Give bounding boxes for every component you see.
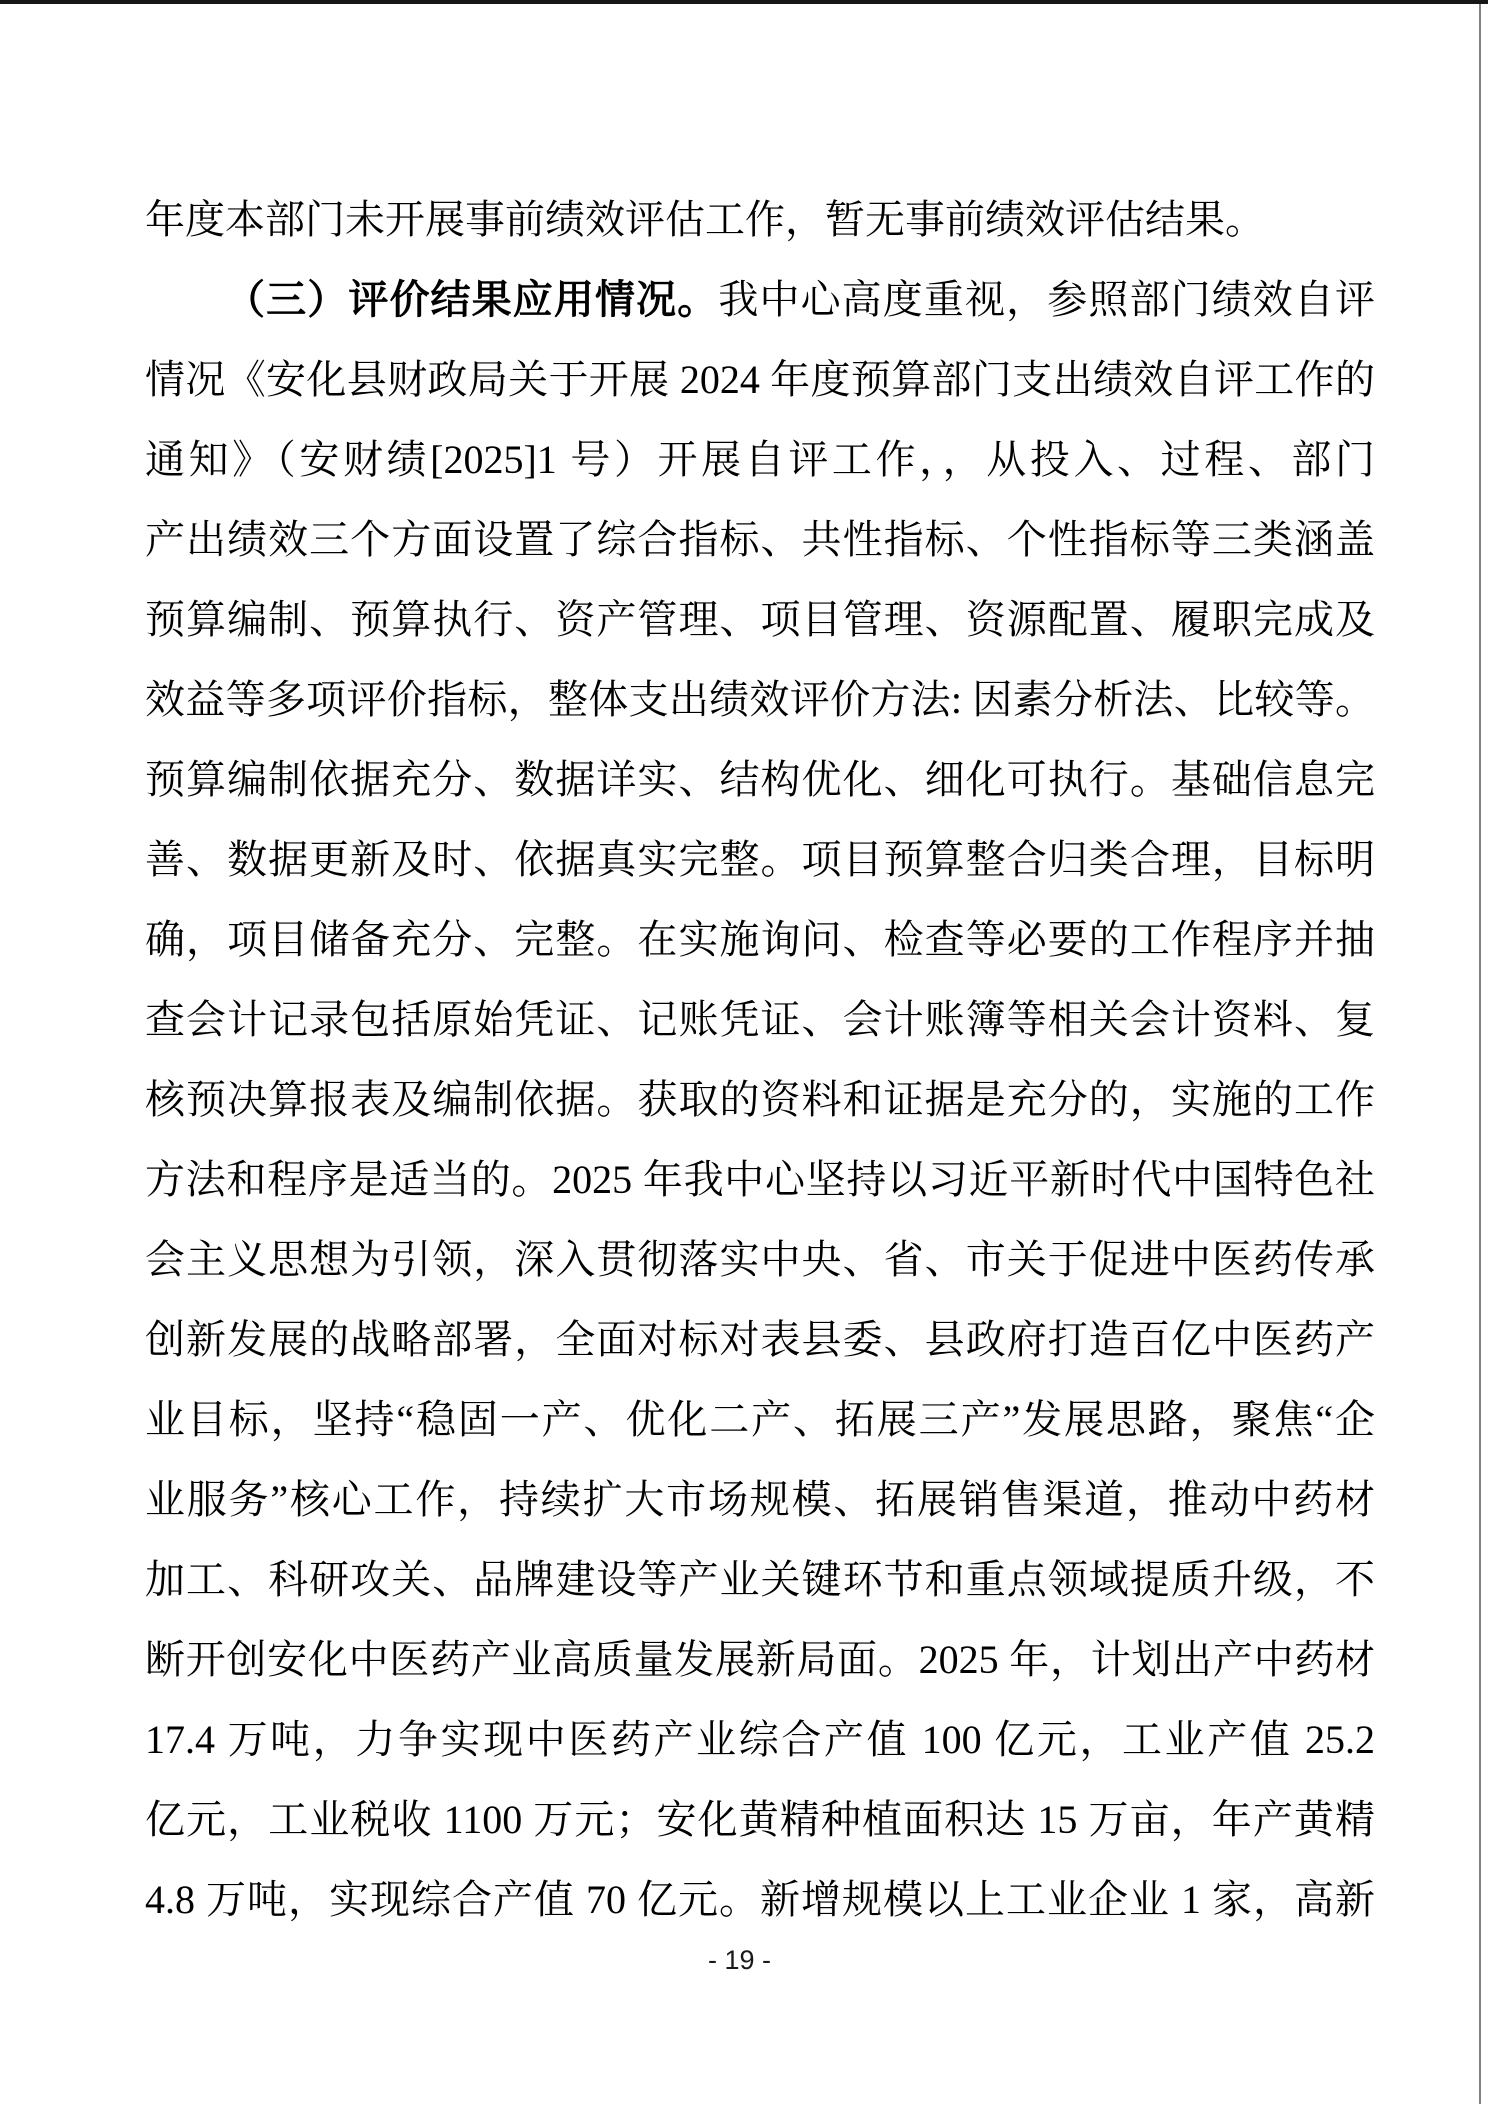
- text-line: [145, 1140, 1375, 1220]
- text-line: [145, 1620, 1375, 1700]
- body-text: 年度本部门未开展事前绩效评估工作，暂无事前绩效评估结果。: [145, 197, 1265, 242]
- document-body: [145, 180, 1375, 1940]
- body-text: 4.8 万吨，实现综合产值 70 亿元。新增规模以上工业企业 1 家，高新: [145, 1877, 1375, 1922]
- body-text: 业目标，坚持“稳固一产、优化二产、拓展三产”发展思路，聚焦“企: [145, 1397, 1375, 1442]
- body-text: 通知》（安财绩[2025]1 号）开展自评工作，，从投入、过程、部门: [145, 437, 1375, 482]
- text-line: [145, 580, 1375, 660]
- body-text: 会主义思想为引领，深入贯彻落实中央、省、市关于促进中医药传承: [145, 1237, 1375, 1282]
- body-text: 预算编制、预算执行、资产管理、项目管理、资源配置、履职完成及: [145, 597, 1375, 642]
- body-text: 17.4 万吨，力争实现中医药产业综合产值 100 亿元，工业产值 25.2: [145, 1717, 1375, 1762]
- text-line: [145, 1380, 1375, 1460]
- body-text: 加工、科研攻关、品牌建设等产业关键环节和重点领域提质升级，不: [145, 1557, 1375, 1602]
- text-line: [145, 1220, 1375, 1300]
- body-text: 预算编制依据充分、数据详实、结构优化、细化可执行。基础信息完: [145, 757, 1375, 802]
- body-text: 查会计记录包括原始凭证、记账凭证、会计账簿等相关会计资料、复: [145, 997, 1375, 1042]
- text-line: [145, 1540, 1375, 1620]
- body-text: 效益等多项评价指标，整体支出绩效评价方法: 因素分析法、比较等。: [145, 677, 1375, 722]
- body-text: 断开创安化中医药产业高质量发展新局面。2025 年，计划出产中药材: [145, 1637, 1375, 1682]
- text-line: [145, 660, 1375, 740]
- body-text: 我中心高度重视，参照部门绩效自评: [718, 277, 1376, 322]
- text-line: [145, 820, 1375, 900]
- section-heading: （三）评价结果应用情况。: [225, 278, 719, 322]
- text-line: [145, 420, 1375, 500]
- text-line: [145, 740, 1375, 820]
- body-text: 业服务”核心工作，持续扩大市场规模、拓展销售渠道，推动中药材: [145, 1477, 1375, 1522]
- body-text: 确，项目储备充分、完整。在实施询问、检查等必要的工作程序并抽: [145, 917, 1375, 962]
- page-number-footer: - 19 -: [707, 1945, 772, 1975]
- text-line: [145, 1460, 1375, 1540]
- text-line: [145, 500, 1375, 580]
- body-text: 方法和程序是适当的。2025 年我中心坚持以习近平新时代中国特色社: [145, 1157, 1375, 1202]
- text-line: [145, 260, 1375, 340]
- body-text: 产出绩效三个方面设置了综合指标、共性指标、个性指标等三类涵盖: [145, 517, 1375, 562]
- text-line: [145, 1780, 1375, 1860]
- text-line: [145, 900, 1375, 980]
- page-right-edge-line: [1479, 4, 1481, 2104]
- body-text: 创新发展的战略部署，全面对标对表县委、县政府打造百亿中医药产: [145, 1317, 1375, 1362]
- text-line: [145, 180, 1375, 260]
- text-line: [145, 1300, 1375, 1380]
- text-line: [145, 340, 1375, 420]
- text-line: [145, 980, 1375, 1060]
- body-text: 亿元，工业税收 1100 万元；安化黄精种植面积达 15 万亩，年产黄精: [145, 1797, 1375, 1842]
- body-text: 善、数据更新及时、依据真实完整。项目预算整合归类合理，目标明: [145, 837, 1375, 882]
- page-top-edge: [0, 0, 1488, 4]
- text-line: [145, 1060, 1375, 1140]
- body-text: 核预决算报表及编制依据。获取的资料和证据是充分的，实施的工作: [145, 1077, 1375, 1122]
- text-line: [145, 1700, 1375, 1780]
- text-line: [145, 1860, 1375, 1940]
- body-text: 情况《安化县财政局关于开展 2024 年度预算部门支出绩效自评工作的: [145, 357, 1375, 402]
